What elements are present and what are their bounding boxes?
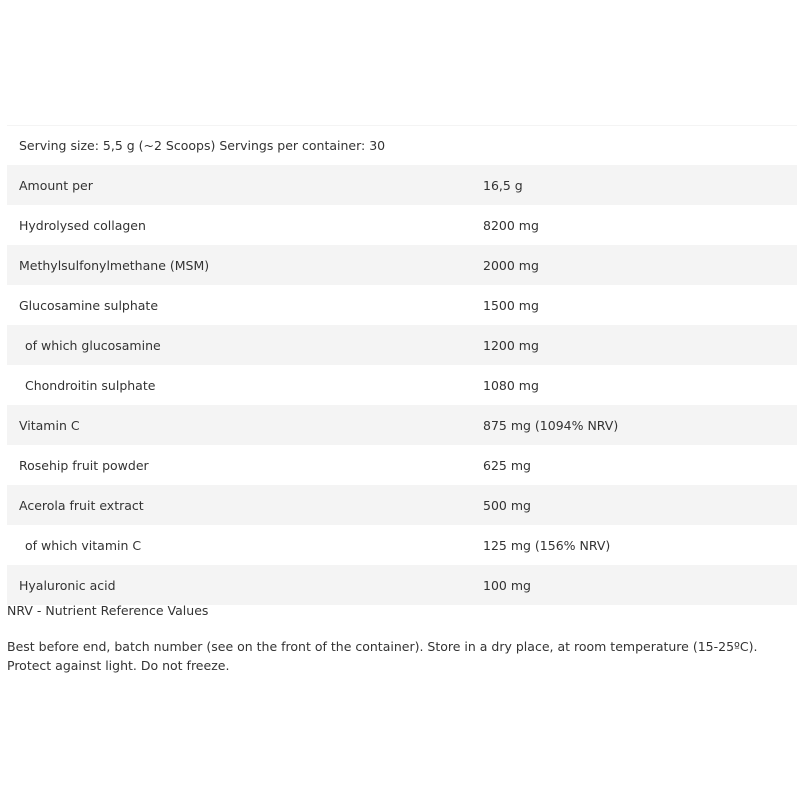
nutrient-value: 625 mg xyxy=(471,445,797,485)
table-row xyxy=(7,365,797,405)
table-row xyxy=(7,205,797,245)
serving-info: Serving size: 5,5 g (~2 Scoops) Servings per container: 30 xyxy=(7,126,797,166)
table-row xyxy=(7,445,797,485)
nutrient-name: Hydrolysed collagen xyxy=(7,205,471,245)
storage-note: Best before end, batch number (see on the front of the container). Store in a dry place, at room temperature (15-25ºC). Protect against light. Do not freeze. xyxy=(7,639,758,673)
nutrient-name: Rosehip fruit powder xyxy=(7,445,471,485)
table-row xyxy=(7,245,797,285)
nutrient-value: 1080 mg xyxy=(471,365,797,405)
nutrient-name: Chondroitin sulphate xyxy=(7,365,471,405)
nutrient-name: of which vitamin C xyxy=(7,525,471,565)
table-row xyxy=(7,325,797,365)
nutrient-value: 16,5 g xyxy=(471,165,797,205)
nutrient-name: Hyaluronic acid xyxy=(7,565,471,605)
table-row xyxy=(7,405,797,445)
nutrient-name: Vitamin C xyxy=(7,405,471,445)
table-row xyxy=(7,525,797,565)
nutrient-value: 2000 mg xyxy=(471,245,797,285)
nutrient-value: 1500 mg xyxy=(471,285,797,325)
table-row xyxy=(7,565,797,605)
table-row xyxy=(7,485,797,525)
nutrient-name: Amount per xyxy=(7,165,471,205)
table-row xyxy=(7,285,797,325)
nutrition-table xyxy=(7,125,797,605)
serving-info-row xyxy=(7,126,797,166)
nutrient-name: Acerola fruit extract xyxy=(7,485,471,525)
nutrient-value: 125 mg (156% NRV) xyxy=(471,525,797,565)
nutrient-name: Methylsulfonylmethane (MSM) xyxy=(7,245,471,285)
nutrient-name: of which glucosamine xyxy=(7,325,471,365)
nutrient-value: 100 mg xyxy=(471,565,797,605)
nutrient-value: 8200 mg xyxy=(471,205,797,245)
nutrient-name: Glucosamine sulphate xyxy=(7,285,471,325)
nutrient-value: 500 mg xyxy=(471,485,797,525)
nutrient-value: 875 mg (1094% NRV) xyxy=(471,405,797,445)
nrv-footnote: NRV - Nutrient Reference Values xyxy=(7,603,209,618)
table-row xyxy=(7,165,797,205)
nutrient-value: 1200 mg xyxy=(471,325,797,365)
